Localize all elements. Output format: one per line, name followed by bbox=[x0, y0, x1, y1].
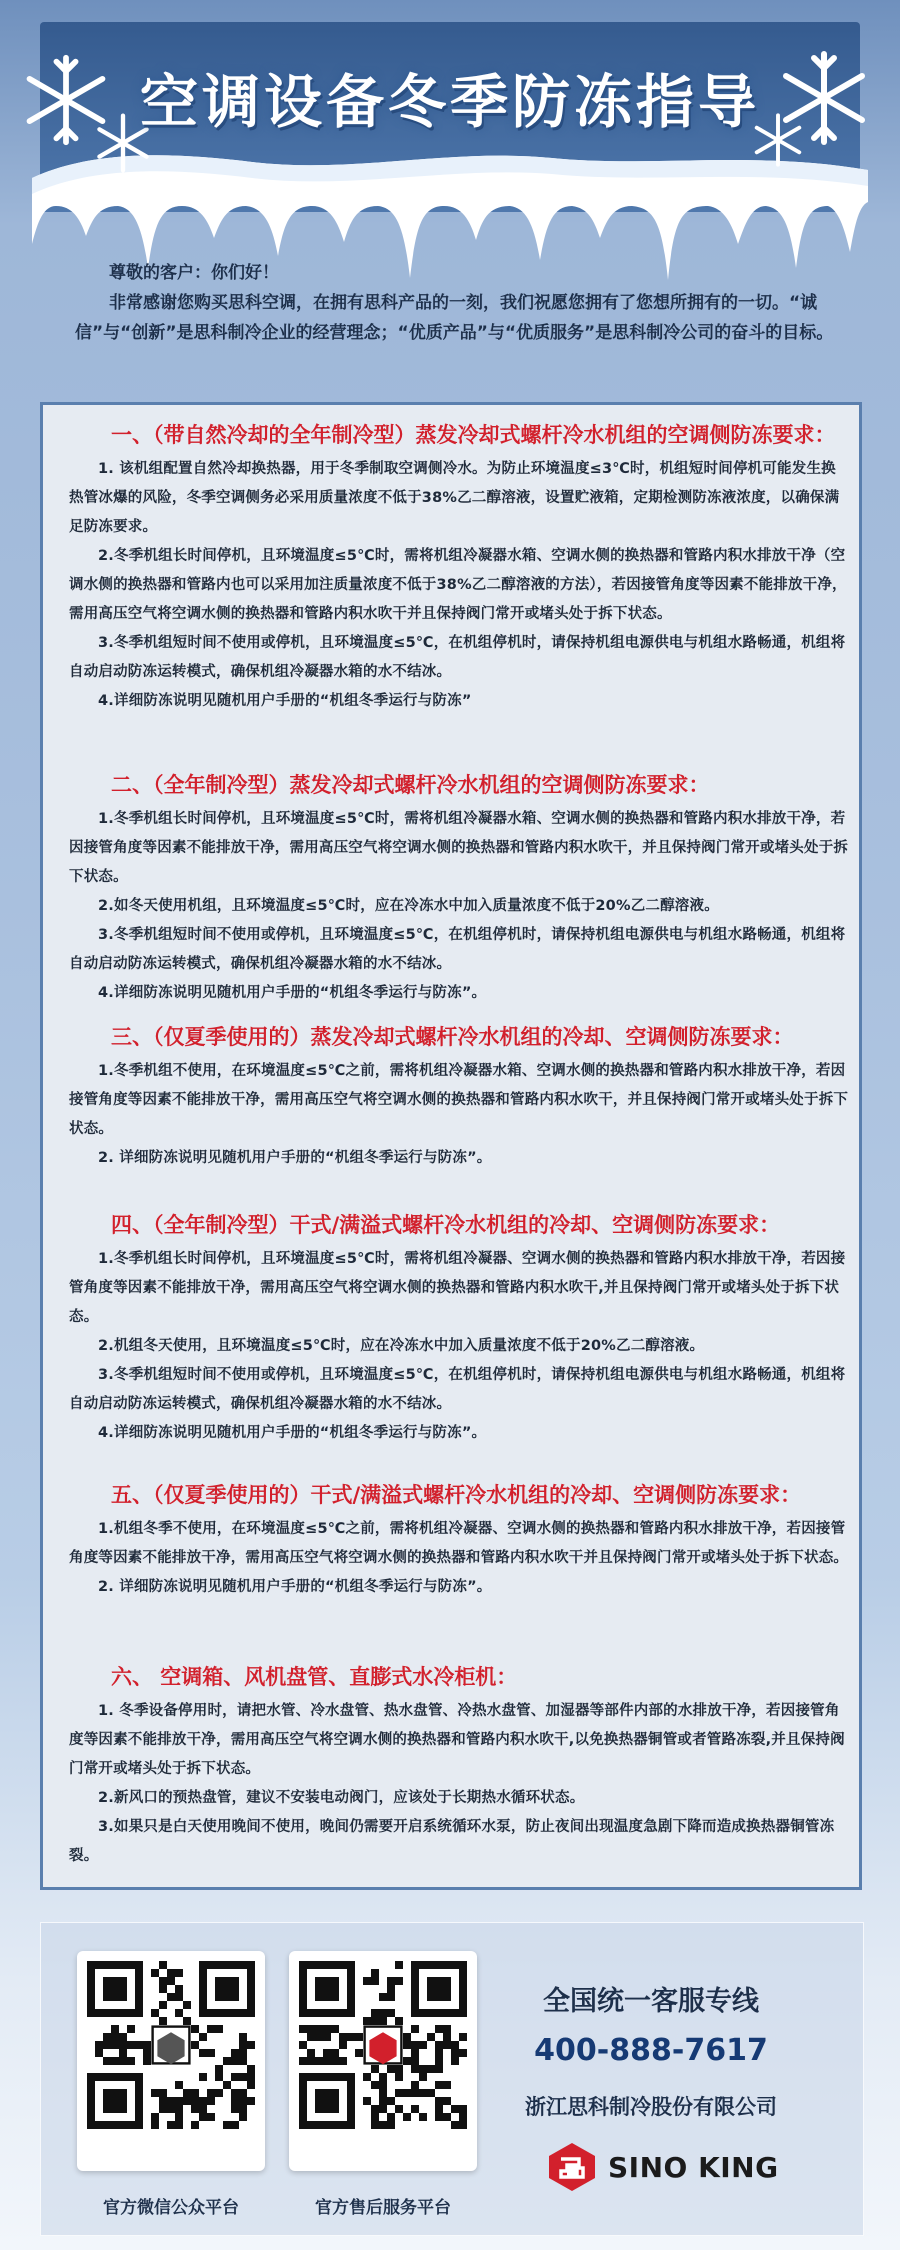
intro-paragraph: 非常感谢您购买思科空调，在拥有思科产品的一刻，我们祝愿您拥有了您想所拥有的一切。“诚信”与“创新”是思科制冷企业的经营理念；“优质产品”与“优质服务”是思科制冷公司的奋斗的目标。 bbox=[75, 293, 834, 343]
wechat-qr-card[interactable] bbox=[77, 1951, 265, 2171]
qr-label-wechat: 官方微信公众平台 bbox=[103, 2198, 239, 2218]
section-item: 1.机组冬季不使用，在环境温度≤5℃之前，需将机组冷凝器、空调水侧的换热器和管路内积水排放干净，若因接管角度等因素不能排放干净，需用高压空气将空调水侧的换热器和管路内积水吹干并且保持阀门常开或堵头处于拆下状态。 bbox=[69, 1521, 849, 1566]
section-5 bbox=[69, 1475, 849, 1602]
hotline-number[interactable]: 400-888-7617 bbox=[534, 2033, 768, 2068]
section-item: 4.详细防冻说明见随机用户手册的“机组冬季运行与防冻”。 bbox=[98, 1425, 487, 1441]
page-title: 空调设备冬季防冻指导 bbox=[139, 68, 760, 136]
qr-label-service: 官方售后服务平台 bbox=[315, 2198, 451, 2218]
section-heading: 五、（仅夏季使用的）干式/满溢式螺杆冷水机组的冷却、空调侧防冻要求： bbox=[111, 1483, 802, 1507]
section-heading: 三、（仅夏季使用的）蒸发冷却式螺杆冷水机组的冷却、空调侧防冻要求： bbox=[111, 1025, 794, 1049]
section-item: 1.冬季机组长时间停机，且环境温度≤5℃时，需将机组冷凝器、空调水侧的换热器和管路内积水排放干净，若因接管角度等因素不能排放干净，需用高压空气将空调水侧的换热器和管路内积水吹干,并且保持阀门常开或堵头处于拆下状态。 bbox=[69, 1251, 846, 1325]
section-item: 3.冬季机组短时间不使用或停机，且环境温度≤5℃，在机组停机时，请保持机组电源供电与机组水路畅通，机组将自动启动防冻运转模式，确保机组冷凝器水箱的水不结冰。 bbox=[69, 1367, 846, 1412]
service-qr-card[interactable] bbox=[289, 1951, 477, 2171]
section-item: 1.冬季机组不使用，在环境温度≤5℃之前，需将机组冷凝器水箱、空调水侧的换热器和管路内积水排放干净，若因接管角度等因素不能排放干净，需用高压空气将空调水侧的换热器和管路内积水吹干，并且保持阀门常开或堵头处于拆下状态。 bbox=[69, 1063, 849, 1137]
company-name: 浙江思科制冷股份有限公司 bbox=[525, 2095, 777, 2119]
guide-panel bbox=[40, 402, 862, 1890]
qr-code-icon bbox=[87, 1961, 255, 2129]
section-4 bbox=[69, 1205, 849, 1448]
section-item: 2. 详细防冻说明见随机用户手册的“机组冬季运行与防冻”。 bbox=[98, 1150, 492, 1166]
section-item: 1. 冬季设备停用时，请把水管、冷水盘管、热水盘管、冷热水盘管、加湿器等部件内部的水排放干净，若因接管角度等因素不能排放干净，需用高压空气将空调水侧的换热器和管路内积水吹干,以免换热器铜管或者管路冻裂,并且保持阀门常开或堵头处于拆下状态。 bbox=[69, 1703, 845, 1777]
section-item: 2.新风口的预热盘管，建议不安装电动阀门，应该处于长期热水循环状态。 bbox=[98, 1790, 585, 1806]
section-3 bbox=[69, 1017, 849, 1173]
section-item: 2. 详细防冻说明见随机用户手册的“机组冬季运行与防冻”。 bbox=[98, 1579, 492, 1595]
section-heading: 一、（带自然冷却的全年制冷型）蒸发冷却式螺杆冷水机组的空调侧防冻要求： bbox=[111, 423, 836, 447]
hotline-title: 全国统一客服专线 bbox=[543, 1986, 759, 2017]
section-item: 1.冬季机组长时间停机，且环境温度≤5℃时，需将机组冷凝器水箱、空调水侧的换热器和管路内积水排放干净，若因接管角度等因素不能排放干净，需用高压空气将空调水侧的换热器和管路内积水吹干，并且保持阀门常开或堵头处于拆下状态。 bbox=[69, 811, 849, 885]
brand-name: SINO KING bbox=[608, 2151, 779, 2184]
sinoking-logo-icon bbox=[546, 2141, 598, 2193]
section-item: 3.如果只是白天使用晚间不使用，晚间仍需要开启系统循环水泵，防止夜间出现温度急剧下降而造成换热器铜管冻裂。 bbox=[69, 1819, 835, 1864]
section-heading: 二、（全年制冷型）蒸发冷却式螺杆冷水机组的空调侧防冻要求： bbox=[111, 773, 710, 797]
section-2 bbox=[69, 765, 849, 1008]
section-item: 1. 该机组配置自然冷却换热器，用于冬季制取空调侧冷水。为防止环境温度≤3℃时，机组短时间停机可能发生换热管冰爆的风险，冬季空调侧务必采用质量浓度不低于38%乙二醇溶液，设置贮液箱，定期检测防冻液浓度，以确保满足防冻要求。 bbox=[69, 461, 840, 535]
section-item: 4.详细防冻说明见随机用户手册的“机组冬季运行与防冻” bbox=[98, 693, 472, 709]
greeting: 尊敬的客户：你们好！ bbox=[109, 263, 279, 283]
section-item: 4.详细防冻说明见随机用户手册的“机组冬季运行与防冻”。 bbox=[98, 985, 487, 1001]
section-item: 3.冬季机组短时间不使用或停机，且环境温度≤5℃，在机组停机时，请保持机组电源供电与机组水路畅通，机组将自动启动防冻运转模式，确保机组冷凝器水箱的水不结冰。 bbox=[69, 635, 846, 680]
section-heading: 六、 空调箱、风机盘管、直膨式水冷柜机： bbox=[111, 1665, 518, 1689]
section-heading: 四、（全年制冷型）干式/满溢式螺杆冷水机组的冷却、空调侧防冻要求： bbox=[111, 1213, 781, 1237]
section-1 bbox=[69, 415, 849, 716]
qr-code-icon bbox=[299, 1961, 467, 2129]
intro bbox=[75, 258, 835, 348]
footer-panel bbox=[40, 1922, 864, 2236]
section-item: 2.机组冬天使用，且环境温度≤5℃时，应在冷冻水中加入质量浓度不低于20%乙二醇溶液。 bbox=[98, 1338, 705, 1354]
section-item: 2.冬季机组长时间停机，且环境温度≤5℃时，需将机组冷凝器水箱、空调水侧的换热器和管路内积水排放干净（空调水侧的换热器和管路内也可以采用加注质量浓度不低于38%乙二醇溶液的方法），若因接管角度等因素不能排放干净，需用高压空气将空调水侧的换热器和管路内积水吹干并且保持阀门常开或堵头处于拆下状态。 bbox=[69, 548, 847, 622]
section-item: 2.如冬天使用机组，且环境温度≤5℃时，应在冷冻水中加入质量浓度不低于20%乙二醇溶液。 bbox=[98, 898, 719, 914]
section-6 bbox=[69, 1657, 849, 1871]
section-item: 3.冬季机组短时间不使用或停机，且环境温度≤5℃，在机组停机时，请保持机组电源供电与机组水路畅通，机组将自动启动防冻运转模式，确保机组冷凝器水箱的水不结冰。 bbox=[69, 927, 846, 972]
